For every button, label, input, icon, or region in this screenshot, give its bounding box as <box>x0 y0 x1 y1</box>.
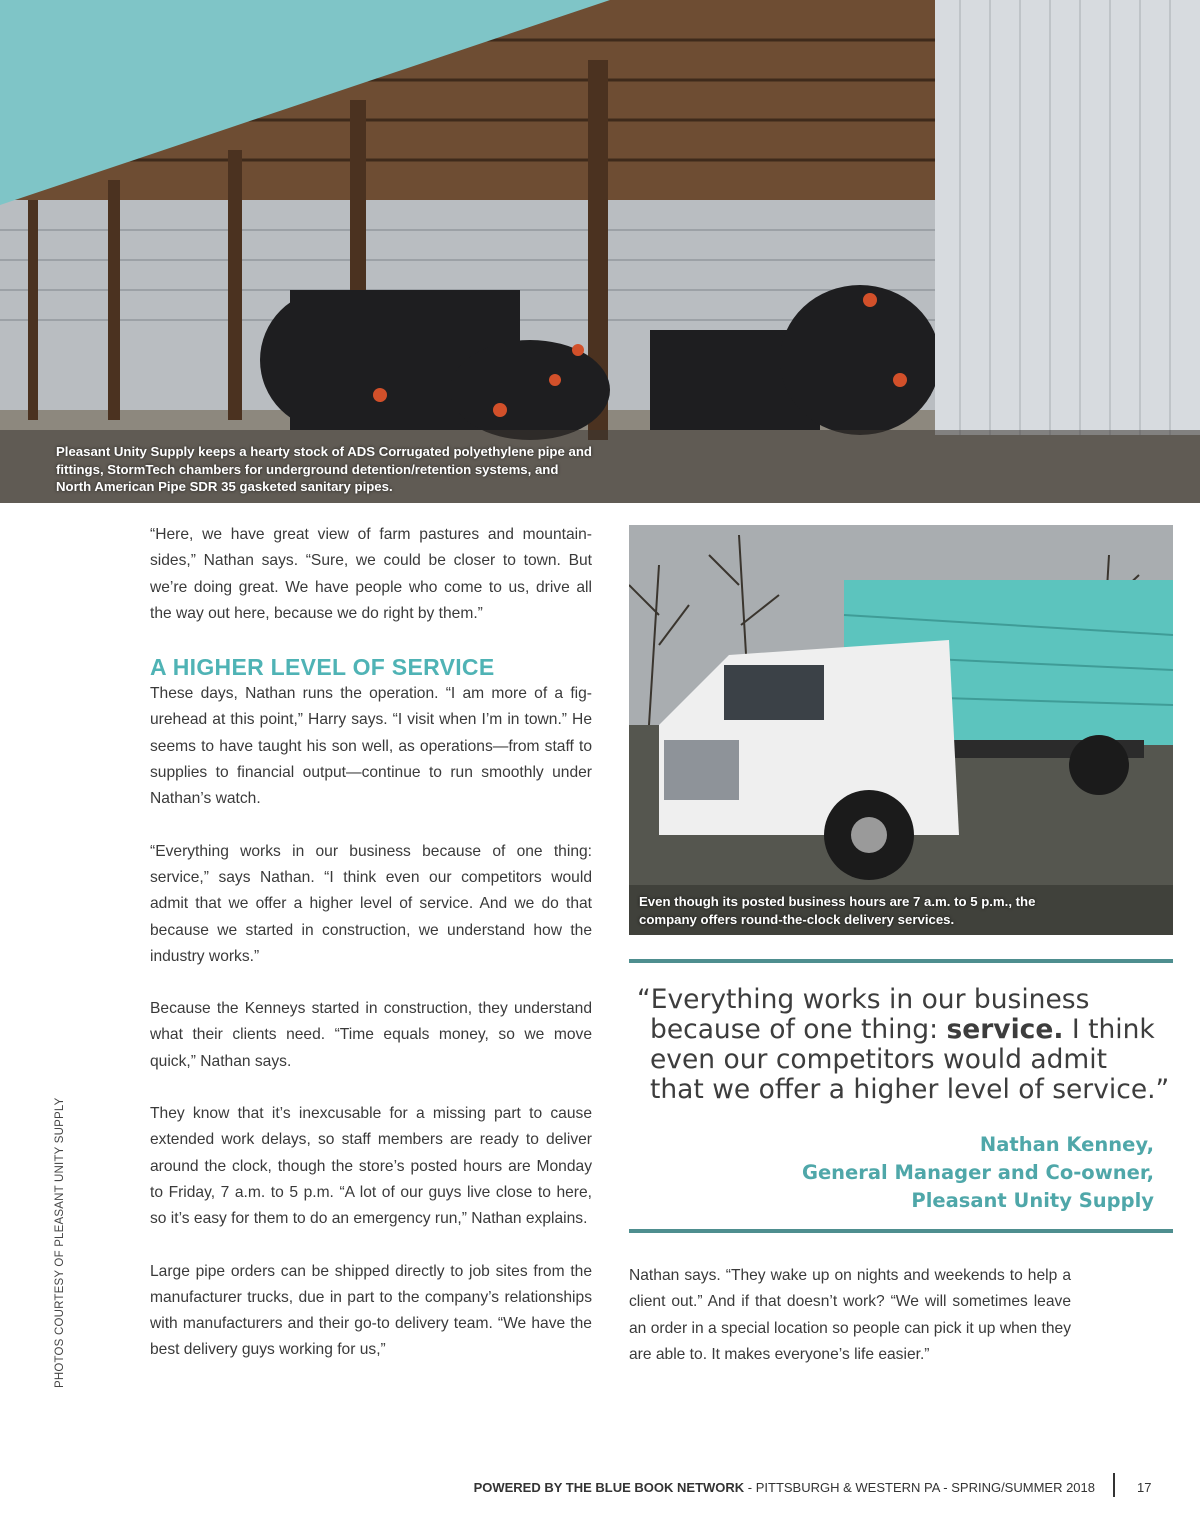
section-heading: A HIGHER LEVEL OF SERVICE <box>150 654 495 681</box>
attribution-title: General Manager and Co-owner, <box>801 1161 1154 1184</box>
article-right-column <box>629 1263 1071 1368</box>
warehouse-caption: Pleasant Unity Supply keeps a hearty stock of ADS Corrugated polyethylene pipe and fittings, StormTech chambers for underground detention/retention systems, and North American Pipe SDR 35 gasketed sanitary pipes. <box>56 444 592 494</box>
quote-line: “Everything works in our business <box>637 984 1090 1015</box>
photo-credit: PHOTOS COURTESY OF PLEASANT UNITY SUPPLY <box>54 1097 66 1388</box>
paragraph: They know that it’s inexcusable for a missing part to cause extended work delays, so staff members are ready to deliver around the clock, though the store’s posted hours are Monday to Friday, 7 a.m. to 5 p.m. “A lot of our guys live close to here, so it’s easy for them to do an emergency run,” Nathan explains. <box>150 1105 592 1228</box>
warehouse-photo-illustration <box>0 0 1200 503</box>
page-number: 17 <box>1137 1480 1152 1495</box>
paragraph: “Everything works in our business because of one thing: service,” says Nathan. “I think even our competitors would admit that we offer a higher level of service. And we do that because we started in construction, we understand how the industry works.” <box>150 842 592 965</box>
quote-bottom-rule <box>629 1229 1173 1233</box>
truck-photo-illustration <box>629 525 1173 935</box>
quote-line: even our competitors would admit <box>650 1044 1107 1075</box>
quote-line <box>637 1015 1167 1045</box>
attribution-company: Pleasant Unity Supply <box>911 1189 1154 1212</box>
article-left-column <box>150 522 592 1390</box>
quote-top-rule <box>629 959 1173 963</box>
quote-line: that we offer a higher level of service.” <box>650 1074 1170 1105</box>
quote-text: I think <box>1063 1014 1155 1045</box>
warehouse-photo <box>0 0 1200 503</box>
paragraph: These days, Nathan runs the operation. “I am more of a fig-urehead at this point,” Harry says. “I visit when I’m in town.” He seems to have taught his son well, as operations—from staff to supplies to financial output—continue to run smoothly under Nathan’s watch. <box>150 685 592 808</box>
footer-divider <box>1113 1473 1115 1497</box>
paragraph: Because the Kenneys started in construction, they understand what their clients need. “Time equals money, so we move quick,” Nathan says. <box>150 1000 592 1070</box>
quote-text: because of one thing: <box>650 1014 947 1045</box>
paragraph: Nathan says. “They wake up on nights and weekends to help a client out.” And if that doesn’t work? “We will sometimes leave an order in a special location so people can pick it up when they are able to. It makes everyone’s life easier.” <box>629 1267 1071 1363</box>
quote-attribution <box>629 1131 1154 1215</box>
attribution-name: Nathan Kenney, <box>979 1133 1154 1156</box>
quote-emphasis: service. <box>946 1014 1064 1045</box>
footer-brand: POWERED BY THE BLUE BOOK NETWORK <box>473 1480 745 1495</box>
truck-photo <box>629 525 1173 935</box>
paragraph: “Here, we have great view of farm pastures and mountain-sides,” Nathan says. “Sure, we could be closer to town. But we’re doing great. We have people who come to us, drive all the way out here, because we do right by them.” <box>150 526 592 622</box>
pull-quote <box>637 984 1170 1105</box>
truck-caption: Even though its posted business hours are 7 a.m. to 5 p.m., the company offers round-the-clock delivery services. <box>639 894 1036 927</box>
page-footer <box>474 1480 1095 1495</box>
paragraph: Large pipe orders can be shipped directly to job sites from the manufacturer trucks, due in part to the company’s relationships with manufacturers and their go-to delivery team. “We have the best delivery guys working for us,” <box>150 1262 592 1359</box>
footer-edition: - PITTSBURGH & WESTERN PA - SPRING/SUMMER 2018 <box>744 1480 1095 1495</box>
